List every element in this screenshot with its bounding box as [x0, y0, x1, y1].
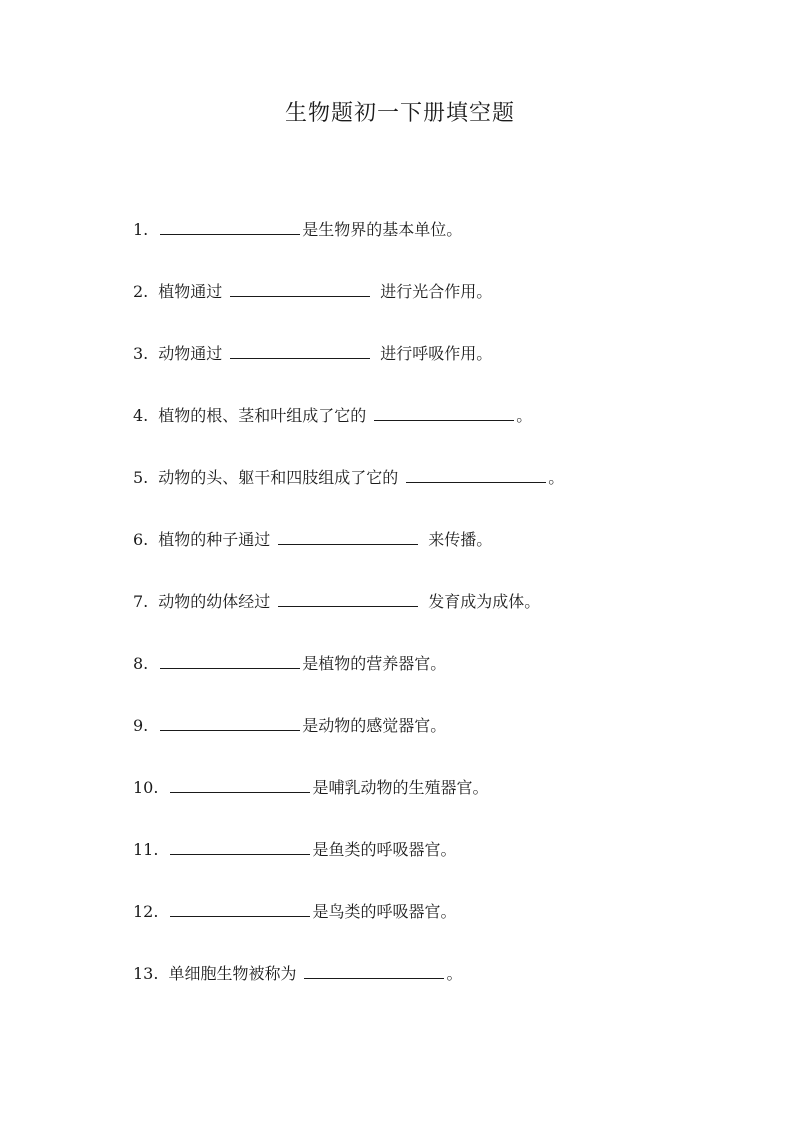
question-text-after: 。 [548, 468, 565, 487]
answer-blank [160, 216, 300, 235]
question-number: 13. [133, 964, 159, 983]
question-text-before: 植物通过 [158, 282, 223, 301]
question-text-after: 进行光合作用。 [380, 282, 493, 301]
answer-blank [406, 464, 546, 483]
question-item [133, 650, 753, 712]
question-item [133, 960, 753, 1022]
question-item [133, 340, 753, 402]
question-text-before: 植物的种子通过 [158, 530, 271, 549]
question-number: 2. [133, 282, 149, 301]
question-item [133, 464, 753, 526]
question-text-before: 动物的幼体经过 [158, 592, 271, 611]
answer-blank [374, 402, 514, 421]
question-text-after: 发育成为成体。 [428, 592, 541, 611]
question-text-after: 是动物的感觉器官。 [302, 716, 447, 735]
answer-blank [230, 340, 370, 359]
question-number: 11. [133, 840, 159, 859]
answer-blank [170, 898, 310, 917]
question-text-after: 。 [446, 964, 463, 983]
question-item [133, 278, 753, 340]
question-number: 10. [133, 778, 159, 797]
question-item [133, 774, 753, 836]
question-number: 12. [133, 902, 159, 921]
question-text-before: 动物的头、躯干和四肢组成了它的 [158, 468, 399, 487]
question-number: 5. [133, 468, 149, 487]
question-item [133, 216, 753, 278]
answer-blank [278, 588, 418, 607]
question-text-after: 是植物的营养器官。 [302, 654, 447, 673]
answer-blank [170, 836, 310, 855]
question-text-after: 进行呼吸作用。 [380, 344, 493, 363]
question-text-after: 是哺乳动物的生殖器官。 [312, 778, 489, 797]
question-number: 4. [133, 406, 149, 425]
question-text-after: 是鱼类的呼吸器官。 [312, 840, 457, 859]
question-text-after: 来传播。 [428, 530, 493, 549]
question-number: 3. [133, 344, 149, 363]
question-number: 7. [133, 592, 149, 611]
question-text-after: 。 [516, 406, 533, 425]
answer-blank [278, 526, 418, 545]
question-text-before: 单细胞生物被称为 [168, 964, 297, 983]
question-item [133, 526, 753, 588]
question-text-before: 动物通过 [158, 344, 223, 363]
answer-blank [230, 278, 370, 297]
question-item [133, 712, 753, 774]
question-number: 6. [133, 530, 149, 549]
answer-blank [160, 650, 300, 669]
question-item [133, 898, 753, 960]
question-text-before: 植物的根、茎和叶组成了它的 [158, 406, 367, 425]
question-number: 8. [133, 654, 149, 673]
answer-blank [304, 960, 444, 979]
question-item [133, 836, 753, 898]
question-item [133, 402, 753, 464]
question-number: 1. [133, 220, 149, 239]
question-text-after: 是鸟类的呼吸器官。 [312, 902, 457, 921]
question-list [133, 216, 753, 1022]
question-item [133, 588, 753, 650]
answer-blank [160, 712, 300, 731]
question-number: 9. [133, 716, 149, 735]
page-title: 生物题初一下册填空题 [284, 101, 515, 126]
answer-blank [170, 774, 310, 793]
question-text-after: 是生物界的基本单位。 [302, 220, 463, 239]
